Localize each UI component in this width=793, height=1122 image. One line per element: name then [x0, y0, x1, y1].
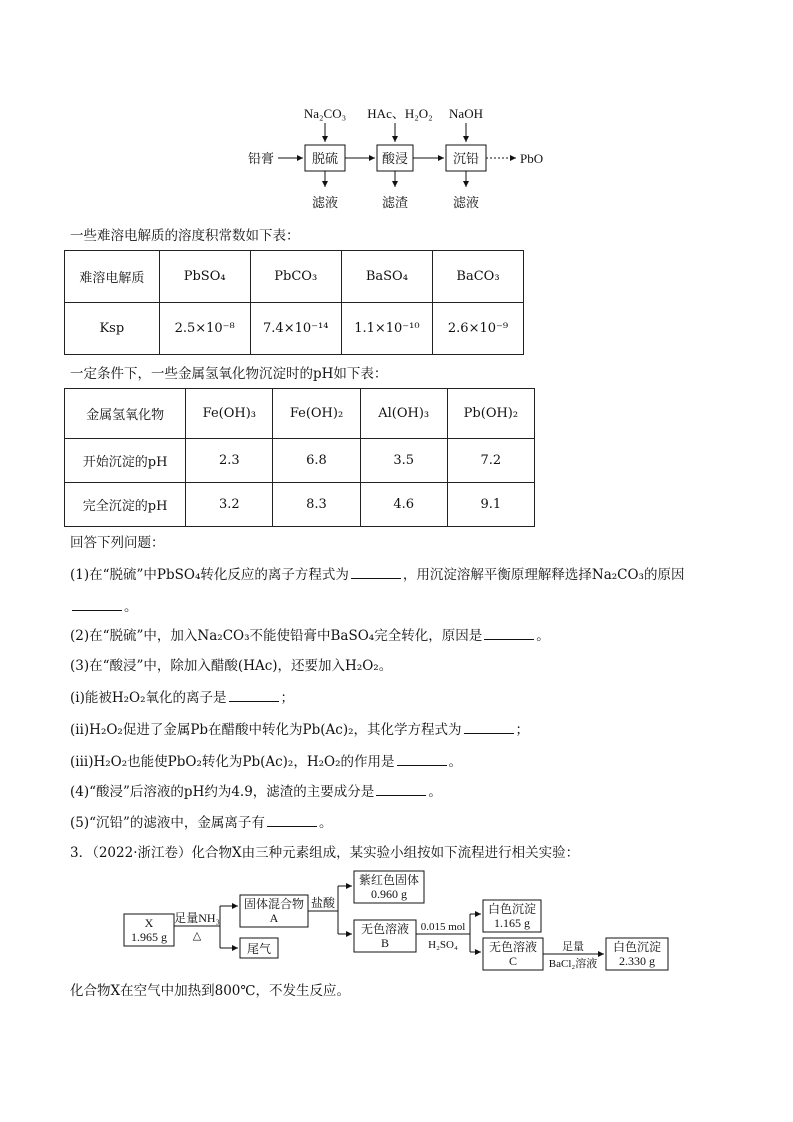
reagent-na2co3: Na₂CO₃: [303, 106, 347, 121]
solution-c-label: 无色溶液: [488, 940, 538, 954]
reagent-nh3: 足量NH₃: [174, 911, 220, 925]
ksp-compound: PbCO₃: [250, 251, 341, 303]
question-3-i: (ⅰ)能被H₂O₂氧化的离子是 ；: [70, 690, 295, 706]
ph-hydroxide: Fe(OH)₂: [273, 389, 360, 439]
reagent-excess: 足量: [562, 941, 584, 953]
ph-row-label: 完全沉淀的pH: [65, 483, 186, 527]
solution-b-label: 无色溶液: [360, 922, 410, 936]
step-acid-leach: 酸浸: [381, 151, 409, 166]
reagent-naoh: NaOH: [449, 106, 483, 121]
question-1: (1)在“脱硫”中PbSO₄转化反应的离子方程式为 ，用沉淀溶解平衡原理解释选择Na₂CO₃的原因: [70, 567, 685, 583]
purple-solid-mass: 0.960 g: [371, 887, 407, 901]
reagent-bacl2: BaCl₂溶液: [548, 958, 598, 970]
answer-blank: [464, 721, 514, 734]
answer-blank: [397, 753, 447, 766]
ph-value: 2.3: [186, 439, 273, 483]
question-4: (4)“酸浸”后溶液的pH约为4.9，滤渣的主要成分是 。: [70, 784, 442, 800]
ph-header-label: 金属氢氧化物: [65, 389, 186, 439]
solution-b-name: B: [380, 936, 390, 950]
white-precipitate-1-label: 白色沉淀: [487, 902, 537, 916]
ph-value: 3.5: [360, 439, 447, 483]
question-5: (5)“沉铅”的滤液中，金属离子有 。: [70, 815, 333, 831]
ph-value: 9.1: [447, 483, 534, 527]
reagent-hac-h2o2: HAc、H₂O₂: [367, 106, 433, 121]
ksp-compound: BaCO₃: [432, 251, 523, 303]
ph-intro: 一定条件下，一些金属氢氧化物沉淀时的pH如下表：: [70, 366, 388, 382]
ph-value: 8.3: [273, 483, 360, 527]
ksp-compound: BaSO₄: [341, 251, 432, 303]
ph-value: 7.2: [447, 439, 534, 483]
ph-hydroxide: Fe(OH)₃: [186, 389, 273, 439]
step-desulfurize: 脱硫: [311, 151, 339, 166]
white-precipitate-2-label: 白色沉淀: [612, 940, 662, 954]
ksp-row-label: Ksp: [65, 303, 160, 355]
ph-hydroxide: Al(OH)₃: [360, 389, 447, 439]
ksp-value: 2.5×10⁻⁸: [159, 303, 250, 355]
solid-mixture-name: A: [269, 911, 279, 925]
problem-3-note: 化合物X在空气中加热到800℃，不发生反应。: [70, 983, 350, 999]
answer-blank: [484, 627, 534, 640]
ph-value: 3.2: [186, 483, 273, 527]
reagent-hcl: 盐酸: [310, 896, 336, 910]
problem-3-title: 3．（2022·浙江卷）化合物X由三种元素组成，某实验小组按如下流程进行相关实验：: [70, 845, 580, 861]
question-3-ii: (ⅱ)H₂O₂促进了金属Pb在醋酸中转化为Pb(Ac)₂，其化学方程式为 ；: [70, 722, 530, 738]
answer-blank: [376, 783, 426, 796]
ph-value: 4.6: [360, 483, 447, 527]
reagent-amount: 0.015 mol: [420, 921, 466, 933]
ksp-header-label: 难溶电解质: [65, 251, 160, 303]
step-precipitate: 沉铅: [452, 151, 480, 166]
product-pbo: PbO: [520, 151, 544, 166]
ph-value: 6.8: [273, 439, 360, 483]
tail-gas-label: 尾气: [246, 942, 272, 956]
ksp-value: 1.1×10⁻¹⁰: [341, 303, 432, 355]
ksp-intro: 一些难溶电解质的溶度积常数如下表：: [70, 228, 300, 244]
output-filtrate-2: 滤液: [452, 195, 480, 210]
ksp-value: 2.6×10⁻⁹: [432, 303, 523, 355]
purple-solid-label: 紫红色固体: [358, 873, 420, 887]
compound-x-flow-diagram: [120, 868, 680, 978]
ph-row-label: 开始沉淀的pH: [65, 439, 186, 483]
question-3: (3)在“酸浸”中，除加入醋酸(HAc)，还要加入H₂O₂。: [70, 658, 393, 674]
compound-x-mass: 1.965 g: [131, 930, 167, 944]
ksp-value: 7.4×10⁻¹⁴: [250, 303, 341, 355]
questions-prompt: 回答下列问题：: [70, 535, 165, 551]
solid-mixture-label: 固体混合物: [243, 897, 305, 911]
question-3-iii: (ⅲ)H₂O₂也能使PbO₂转化为Pb(Ac)₂，H₂O₂的作用是 。: [70, 754, 463, 770]
answer-blank: [267, 814, 317, 827]
lead-paste-label: 铅膏: [248, 151, 275, 166]
ksp-compound: PbSO₄: [159, 251, 250, 303]
answer-blank: [72, 598, 122, 611]
solution-c-name: C: [508, 954, 518, 968]
leaching-flow-diagram: [230, 100, 570, 215]
ph-table: [64, 388, 535, 527]
output-filtrate-1: 滤液: [311, 195, 339, 210]
answer-blank: [351, 566, 401, 579]
question-1-cont: 。: [70, 598, 138, 616]
white-precipitate-1-mass: 1.165 g: [494, 916, 530, 930]
answer-blank: [229, 689, 279, 702]
output-residue: 滤渣: [381, 195, 409, 210]
heat-condition: △: [192, 930, 202, 942]
ph-hydroxide: Pb(OH)₂: [447, 389, 534, 439]
reagent-h2so4: H₂SO₄: [428, 939, 458, 951]
compound-x-label: X: [144, 916, 154, 930]
white-precipitate-2-mass: 2.330 g: [619, 954, 655, 968]
question-2: (2)在“脱硫”中，加入Na₂CO₃不能使铅膏中BaSO₄完全转化，原因是 。: [70, 628, 550, 644]
ksp-table: [64, 250, 524, 355]
